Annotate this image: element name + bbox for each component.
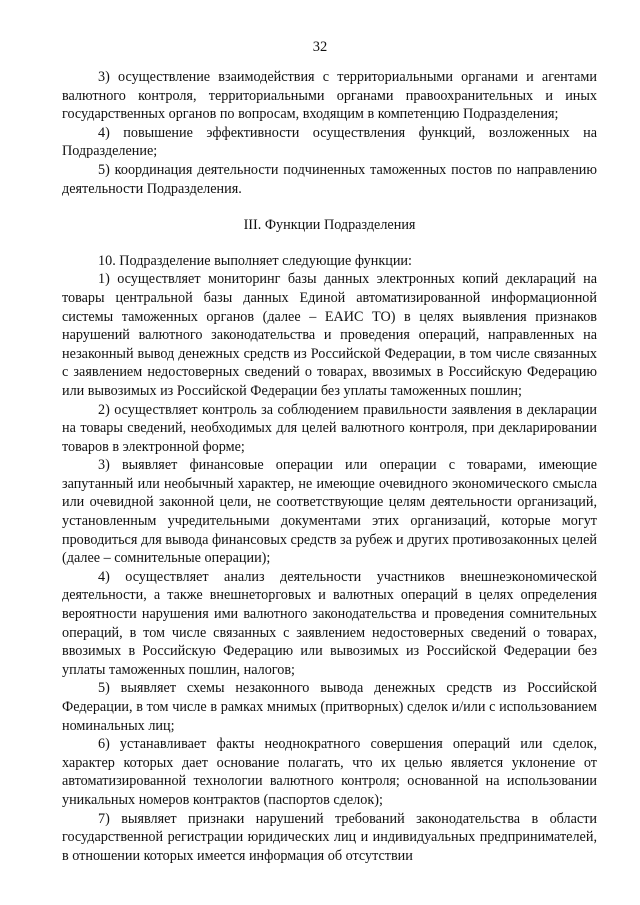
paragraph-function-3: 3) выявляет финансовые операции или операции с товарами, имеющие запутанный или необычный характер, не имеющие очевидного экономического смысла или очевидной законной цели, не соответствующие целям деятельности организаций, установленным учредительными документами этих организаций, которые могут проводиться для вывода финансовых средств за рубеж и других противозаконных целей (далее – сомнительные операции);: [62, 457, 597, 567]
paragraph-function-4: 4) осуществляет анализ деятельности участников внешнеэкономической деятельности, а также внешнеторговых и валютных операций в целях определения вероятности нарушения ими валютного законодательства и проведения сомнительных операций, в том числе связанных с заявлением недостоверных сведений о товарах, ввозимых в Российскую Федерацию или вывозимых из Российской Федерации без уплаты таможенных пошлин, налогов;: [62, 568, 597, 678]
paragraph-item-4: 4) повышение эффективности осуществления функций, возложенных на Подразделение;: [62, 124, 597, 160]
paragraph-item-5: 5) координация деятельности подчиненных таможенных постов по направлению деятельности Подразделения.: [62, 161, 597, 197]
paragraph-function-2: 2) осуществляет контроль за соблюдением правильности заявления в декларации на товары сведений, необходимых для целей валютного контроля, при декларировании товаров в электронной форме;: [62, 401, 597, 455]
section-heading: III. Функции Подразделения: [243, 217, 416, 234]
paragraph-function-7: 7) выявляет признаки нарушений требований законодательства в области государственной регистрации юридических лиц и индивидуальных предпринимателей, в отношении которых имеется информация об отсутствии: [62, 810, 597, 864]
paragraph-function-1: 1) осуществляет мониторинг базы данных электронных копий деклараций на товары центральной базы данных Единой автоматизированной информационной системы таможенных органов (далее – ЕАИС ТО) в целях выявления признаков нарушений валютного законодательства и проведения операций, направленных на незаконный вывод денежных средств из Российской Федерации, в том числе связанных с заявлением недостоверных сведений о товарах, ввозимых в Российскую Федерацию или вывозимых из Российской Федерации без уплаты таможенных пошлин;: [62, 271, 597, 399]
page-number: 32: [312, 39, 328, 55]
page-body: [62, 68, 597, 865]
paragraph-function-6: 6) устанавливает факты неоднократного совершения операций или сделок, характер которых дает основание полагать, что их целью является уклонение от автоматизированной технологии валютного контроля; основанной на использовании уникальных номеров контрактов (паспортов сделок);: [62, 736, 597, 808]
paragraph-item-3: 3) осуществление взаимодействия с территориальными органами и агентами валютного контроля, территориальными органами правоохранительных и иных государственных органов по вопросам, входящим в компетенцию Подразделения;: [62, 69, 597, 123]
paragraph-function-5: 5) выявляет схемы незаконного вывода денежных средств из Российской Федерации, в том числе в рамках мнимых (притворных) сделок и/или с использованием номинальных лиц;: [62, 680, 597, 734]
paragraph-clause-10: 10. Подразделение выполняет следующие функции:: [98, 252, 412, 269]
